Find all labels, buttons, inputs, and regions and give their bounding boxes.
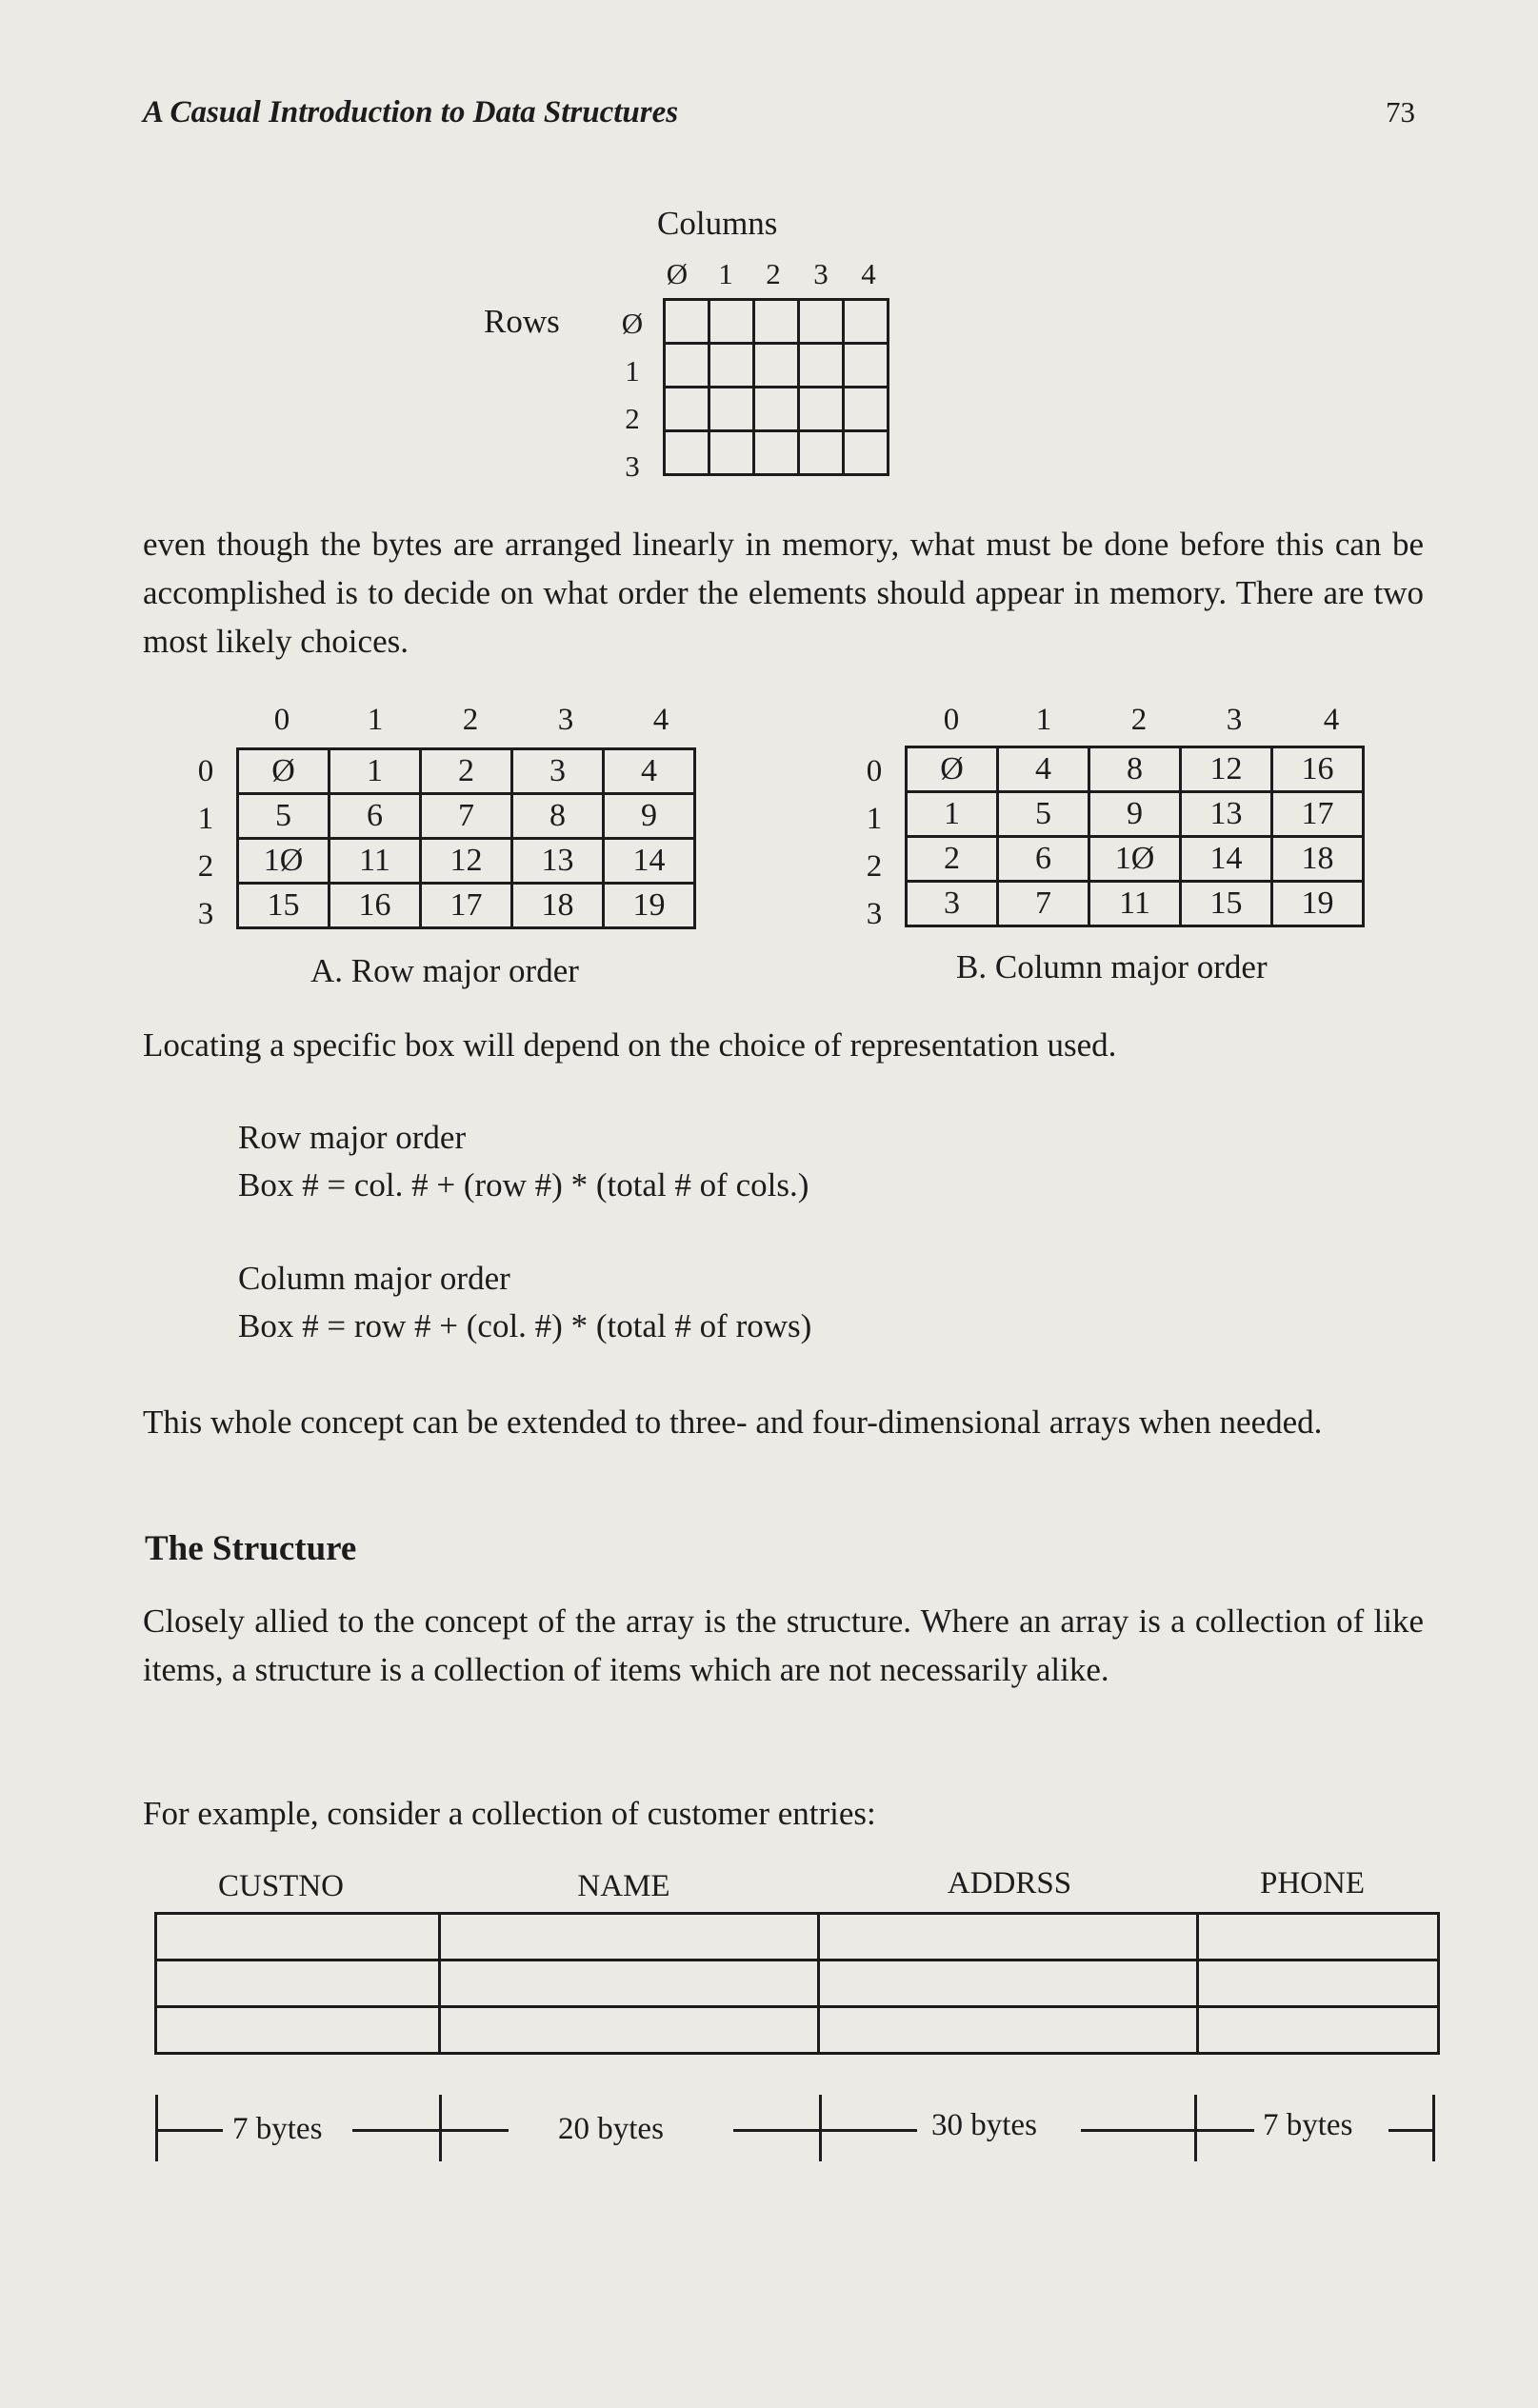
table-cell: Ø [907,747,998,792]
table-cell: 13 [1181,792,1272,837]
row-major-caption: A. Row major order [310,952,579,989]
dimension-tick [155,2095,158,2161]
grid-row-number: 3 [625,449,640,483]
table-cell: 8 [1089,747,1181,792]
row-index: 3 [866,897,883,931]
table-cell: 1 [907,792,998,837]
empty-grid [663,298,889,476]
col-index: 3 [1226,703,1243,737]
body-paragraph: even though the bytes are arranged linearly in memory, what must be done before this can be accomplished is to decide on what order the elements should appear in memory. There are two most likely choices. [143,526,1424,660]
formula-title: Column major order [238,1260,510,1297]
table-cell: 5 [238,794,330,839]
table-cell: 15 [1181,882,1272,926]
table-cell: 2 [421,749,512,794]
running-title: A Casual Introduction to Data Structures [143,95,679,129]
grid-col-number: 3 [813,257,829,290]
field-header: PHONE [1259,1866,1365,1901]
table-cell: 5 [998,792,1089,837]
formula-block-row-major [238,1114,809,1209]
row-index: 2 [197,849,214,884]
record-table [154,1912,1440,2055]
table-cell: Ø [238,749,330,794]
dimension-line [1197,2129,1254,2132]
table-cell: 6 [998,837,1089,882]
formula-title: Row major order [238,1119,467,1156]
row-index: 1 [866,802,883,836]
dimension-line [1388,2129,1432,2132]
table-cell: 4 [604,749,695,794]
formula-text: Box # = col. # + (row #) * (total # of cols.) [238,1166,809,1204]
byte-size-label: 7 bytes [232,2112,323,2146]
page-number: 73 [1386,95,1415,129]
dimension-line [442,2129,509,2132]
row-index: 0 [197,754,214,788]
table-cell: 7 [998,882,1089,926]
table-cell: 17 [1272,792,1364,837]
row-index: 3 [197,897,214,931]
dimension-line [733,2129,819,2132]
col-index: 4 [1323,703,1340,737]
table-cell: 14 [604,839,695,884]
table-cell: 1Ø [238,839,330,884]
table-cell: 1 [330,749,421,794]
grid-row-number: Ø [621,307,644,340]
table-cell: 2 [907,837,998,882]
grid-row-number: 2 [625,402,640,435]
row-index: 0 [866,754,883,788]
grid-col-number: 4 [861,257,876,290]
table-cell: 15 [238,884,330,928]
column-major-table [905,746,1365,927]
table-cell: 19 [604,884,695,928]
col-index: 1 [367,703,384,737]
field-header: CUSTNO [217,1869,345,1903]
table-cell: 8 [512,794,604,839]
table-cell: 4 [998,747,1089,792]
col-index: 1 [1035,703,1052,737]
table-cell: 17 [421,884,512,928]
body-paragraph: For example, consider a collection of customer entries: [143,1795,876,1832]
col-index: 2 [1130,703,1148,737]
col-index: 3 [557,703,574,737]
table-cell: 6 [330,794,421,839]
field-header: ADDRSS [947,1866,1072,1901]
body-paragraph: This whole concept can be extended to three- and four-dimensional arrays when needed. [143,1403,1323,1441]
byte-size-label: 20 bytes [558,2112,664,2146]
table-cell: 3 [907,882,998,926]
table-cell: 18 [512,884,604,928]
grid-col-number: Ø [666,257,689,290]
byte-size-label: 7 bytes [1263,2108,1353,2142]
table-cell: 9 [604,794,695,839]
dimension-line [352,2129,440,2132]
dimension-tick [819,2095,822,2161]
dimension-tick [1194,2095,1197,2161]
table-cell: 1Ø [1089,837,1181,882]
row-major-table [236,747,696,929]
section-heading: The Structure [145,1529,357,1568]
body-paragraph: Locating a specific box will depend on the choice of representation used. [143,1026,1117,1064]
dimension-line [158,2129,223,2132]
row-index: 1 [197,802,214,836]
table-cell: 16 [1272,747,1364,792]
grid-col-number: 2 [766,257,781,290]
row-index: 2 [866,849,883,884]
grid-col-number: 1 [718,257,733,290]
formula-block-column-major [238,1255,811,1350]
col-index: 0 [273,703,290,737]
body-paragraph: Closely allied to the concept of the array is the structure. Where an array is a collection of like items, a structure is a collection of items which are not necessarily alike. [143,1602,1424,1688]
col-index: 0 [943,703,960,737]
grid-row-number: 1 [625,354,640,388]
table-cell: 7 [421,794,512,839]
col-index: 4 [652,703,669,737]
table-cell: 12 [1181,747,1272,792]
table-cell: 13 [512,839,604,884]
rows-label: Rows [484,303,560,340]
dimension-tick [439,2095,442,2161]
table-cell: 19 [1272,882,1364,926]
dimension-line [822,2129,917,2132]
formula-text: Box # = row # + (col. #) * (total # of rows) [238,1307,812,1344]
table-cell: 9 [1089,792,1181,837]
table-cell: 16 [330,884,421,928]
field-header: NAME [577,1869,670,1903]
dimension-tick [1432,2095,1435,2161]
table-cell: 18 [1272,837,1364,882]
col-index: 2 [462,703,479,737]
table-cell: 11 [330,839,421,884]
column-major-caption: B. Column major order [956,948,1268,985]
columns-label: Columns [657,205,778,242]
table-cell: 14 [1181,837,1272,882]
byte-size-label: 30 bytes [931,2108,1037,2142]
table-cell: 3 [512,749,604,794]
table-cell: 12 [421,839,512,884]
dimension-line [1081,2129,1194,2132]
table-cell: 11 [1089,882,1181,926]
